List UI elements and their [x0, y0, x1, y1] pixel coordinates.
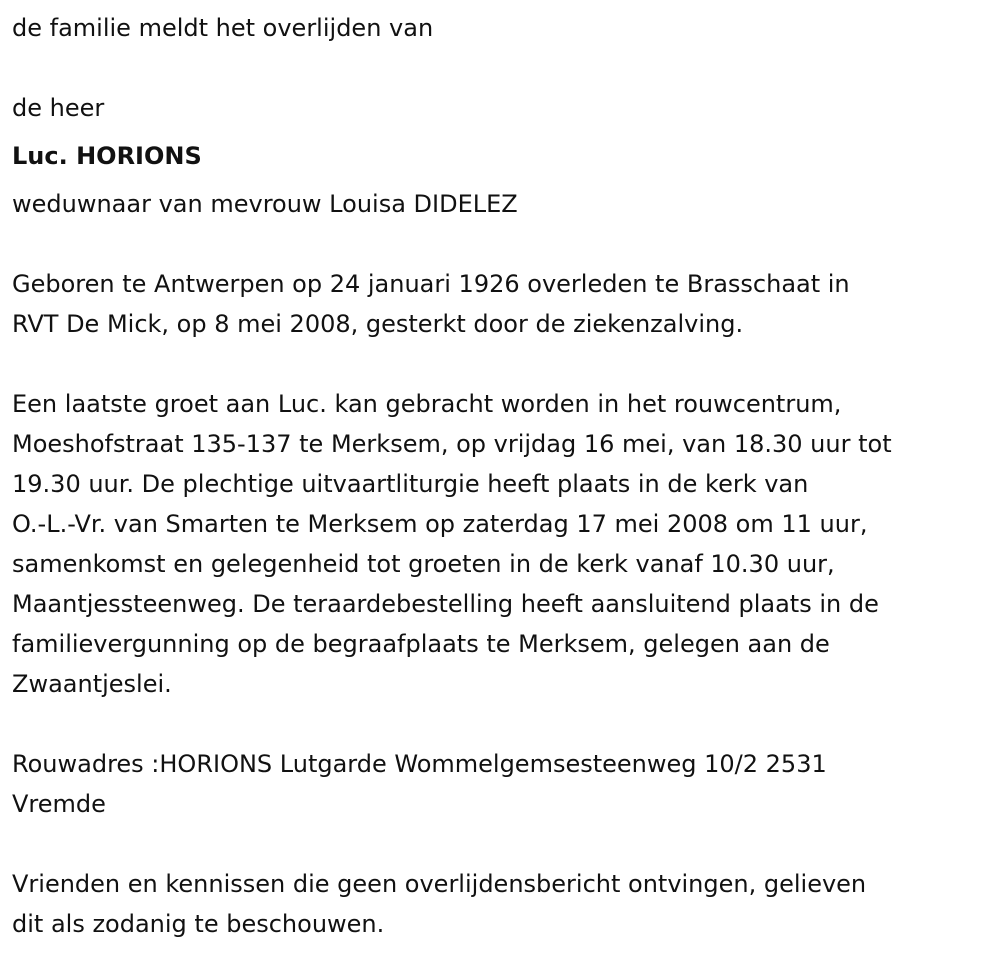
ceremony-line: 19.30 uur. De plechtige uitvaartliturgie heeft plaats in de kerk van — [12, 470, 809, 498]
birth-death-line: RVT De Mick, op 8 mei 2008, gesterkt door de ziekenzalving. — [12, 310, 744, 338]
ceremony-line: familievergunning op de begraafplaats te Merksem, gelegen aan de — [12, 630, 830, 658]
intro: de familie meldt het overlijden van — [12, 14, 434, 42]
ceremony-line: Maantjessteenweg. De teraardebestelling heeft aansluitend plaats in de — [12, 590, 879, 618]
ceremony-line: Zwaantjeslei. — [12, 670, 172, 698]
ceremony-line: Een laatste groet aan Luc. kan gebracht worden in het rouwcentrum, — [12, 390, 842, 418]
address-line: Rouwadres :HORIONS Lutgarde Wommelgemsesteenweg 10/2 2531 — [12, 750, 827, 778]
deceased-name — [12, 136, 972, 176]
address-line: Vremde — [12, 790, 106, 818]
closing-line: dit als zodanig te beschouwen. — [12, 910, 385, 938]
ceremony-line: samenkomst en gelegenheid tot groeten in de kerk vanaf 10.30 uur, — [12, 550, 835, 578]
relation: weduwnaar van mevrouw Louisa DIDELEZ — [12, 190, 518, 218]
name-text: Luc. HORIONS — [12, 142, 202, 170]
birth-death-line: Geboren te Antwerpen op 24 januari 1926 overleden te Brasschaat in — [12, 270, 850, 298]
ceremony-line: O.-L.-Vr. van Smarten te Merksem op zaterdag 17 mei 2008 om 11 uur, — [12, 510, 868, 538]
title: de heer — [12, 94, 105, 122]
closing-line: Vrienden en kennissen die geen overlijdensbericht ontvingen, gelieven — [12, 870, 867, 898]
ceremony-line: Moeshofstraat 135-137 te Merksem, op vrijdag 16 mei, van 18.30 uur tot — [12, 430, 892, 458]
